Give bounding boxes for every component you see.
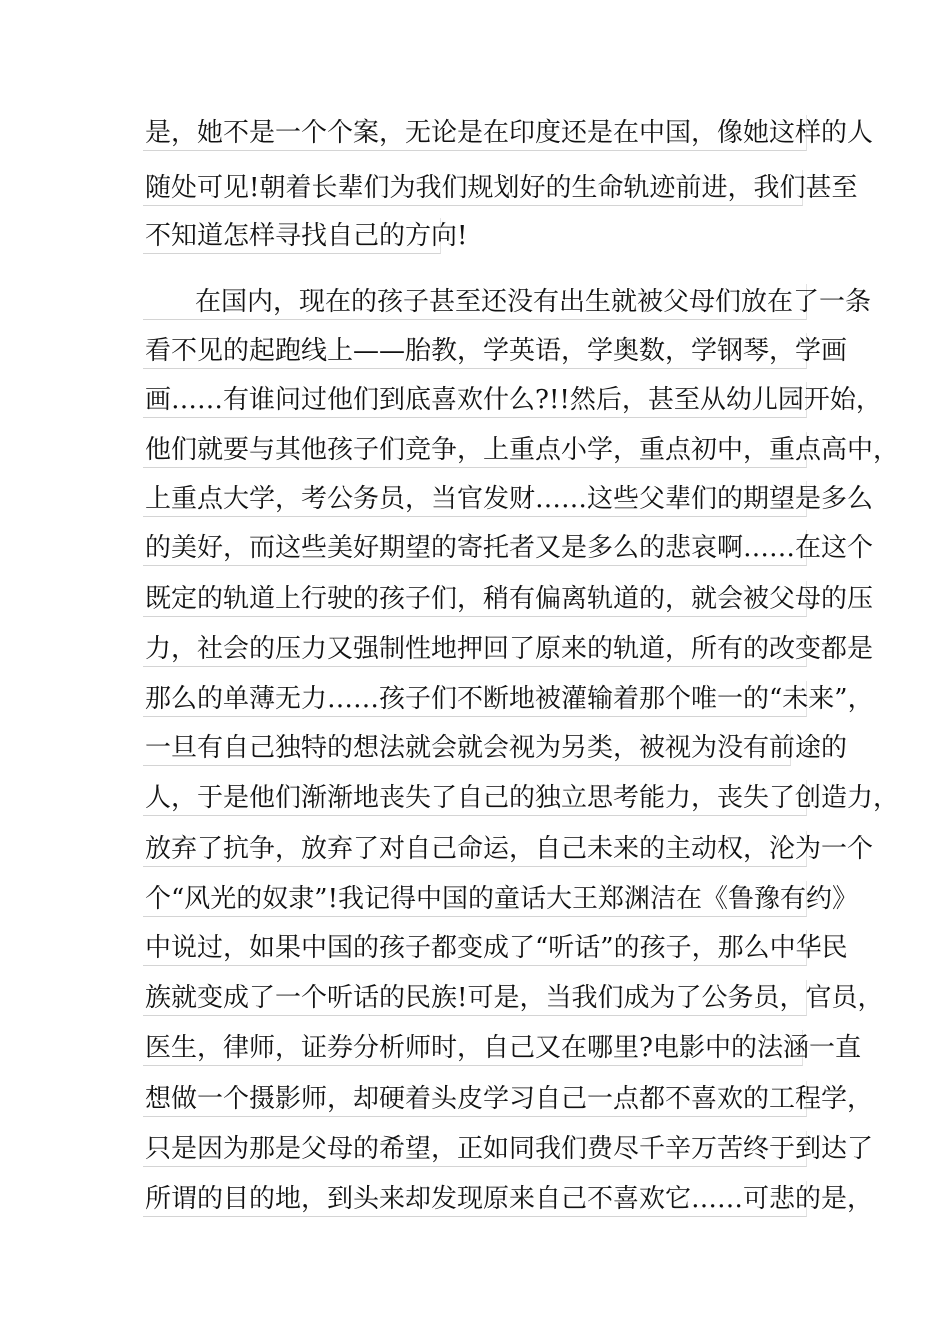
text-line: 放弃了抗争，放弃了对自己命运，自己未来的主动权，沦为一个 — [143, 831, 807, 867]
text-line: 的美好，而这些美好期望的寄托者又是多么的悲哀啊……在这个 — [143, 530, 807, 566]
text-line: 他们就要与其他孩子们竞争，上重点小学，重点初中，重点高中， — [143, 432, 807, 468]
text-line: 既定的轨道上行驶的孩子们，稍有偏离轨道的，就会被父母的压 — [143, 581, 807, 617]
text-line: 看不见的起跑线上——胎教，学英语，学奥数，学钢琴，学画 — [143, 333, 807, 369]
text-line: 所谓的目的地，到头来却发现原来自己不喜欢它……可悲的是， — [143, 1181, 807, 1217]
text-line: 力，社会的压力又强制性地押回了原来的轨道，所有的改变都是 — [143, 631, 807, 667]
text-line: 画……有谁问过他们到底喜欢什么?!!然后，甚至从幼儿园开始， — [143, 382, 807, 418]
text-line: 医生，律师，证券分析师时，自己又在哪里?电影中的法涵一直 — [143, 1030, 803, 1066]
text-line: 一旦有自己独特的想法就会就会视为另类，被视为没有前途的 — [143, 730, 791, 766]
text-line: 上重点大学，考公务员，当官发财……这些父辈们的期望是多么 — [143, 481, 807, 517]
text-line: 个“风光的奴隶”!我记得中国的童话大王郑渊洁在《鲁豫有约》 — [143, 881, 807, 917]
text-line: 中说过，如果中国的孩子都变成了“听话”的孩子，那么中华民 — [143, 930, 807, 966]
text-line: 那么的单薄无力……孩子们不断地被灌输着那个唯一的“未来”， — [143, 681, 807, 717]
text-line: 是，她不是一个个案，无论是在印度还是在中国，像她这样的人 — [143, 115, 807, 151]
text-line: 想做一个摄影师，却硬着头皮学习自己一点都不喜欢的工程学， — [143, 1081, 807, 1117]
text-line: 不知道怎样寻找自己的方向! — [143, 218, 441, 254]
text-line: 随处可见!朝着长辈们为我们规划好的生命轨迹前进，我们甚至 — [143, 170, 803, 206]
text-line: 只是因为那是父母的希望，正如同我们费尽千辛万苦终于到达了 — [143, 1131, 807, 1167]
text-line: 族就变成了一个听话的民族!可是，当我们成为了公务员，官员， — [143, 980, 807, 1016]
text-line: 人，于是他们渐渐地丧失了自己的独立思考能力，丧失了创造力， — [143, 780, 807, 816]
paragraph-first-line: 在国内，现在的孩子甚至还没有出生就被父母们放在了一条 — [143, 284, 807, 320]
